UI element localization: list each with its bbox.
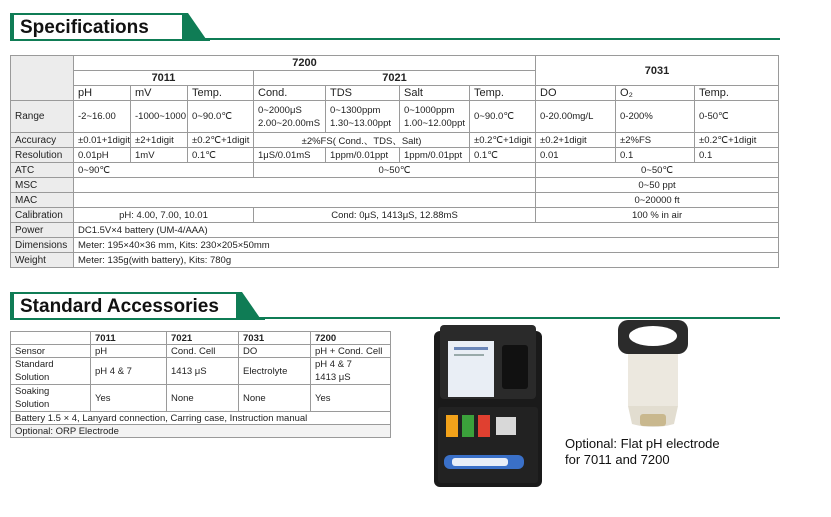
acc-label-standard-solution: Standard Solution: [11, 358, 91, 385]
acc-sensor-7021: Cond. Cell: [167, 345, 239, 358]
accuracy-mv: ±2+1digit: [131, 133, 188, 148]
model-7031-header: 7031: [536, 56, 779, 86]
acc-sensor-7031: DO: [239, 345, 311, 358]
flat-ph-electrode-image: [612, 318, 694, 430]
col-o2: O₂: [616, 86, 695, 101]
resolution-temp-7021: 0.1℃: [470, 148, 536, 163]
resolution-tds: 1ppm/0.01ppt: [326, 148, 400, 163]
col-salt: Salt: [400, 86, 470, 101]
row-label-accuracy: Accuracy: [11, 133, 74, 148]
resolution-cond: 1μS/0.01mS: [254, 148, 326, 163]
col-temp-7011: Temp.: [188, 86, 254, 101]
col-do: DO: [536, 86, 616, 101]
caption-line-2: for 7011 and 7200: [565, 452, 670, 467]
range-do: 0-20.00mg/L: [536, 101, 616, 133]
power-value: DC1.5V×4 battery (UM-4/AAA): [74, 223, 779, 238]
resolution-temp-7031: 0.1: [695, 148, 779, 163]
atc-7011: 0~90℃: [74, 163, 254, 178]
row-label-power: Power: [11, 223, 74, 238]
acc-std-7021: 1413 μS: [167, 358, 239, 385]
acc-label-soaking-solution: Soaking Solution: [11, 385, 91, 412]
acc-head-7200: 7200: [311, 332, 391, 345]
range-mv: -1000~1000: [131, 101, 188, 133]
acc-sensor-7200: pH + Cond. Cell: [311, 345, 391, 358]
col-temp-7021: Temp.: [470, 86, 536, 101]
specifications-table: [10, 55, 779, 268]
model-7021-header: 7021: [254, 71, 536, 86]
acc-head-7031: 7031: [239, 332, 311, 345]
acc-sensor-7011: pH: [91, 345, 167, 358]
accuracy-o2: ±2%FS: [616, 133, 695, 148]
range-o2: 0-200%: [616, 101, 695, 133]
group-7200-header: 7200: [74, 56, 536, 71]
electrode-caption: [565, 436, 720, 468]
atc-7021: 0~50℃: [254, 163, 536, 178]
mac-empty: [74, 193, 536, 208]
col-tds: TDS: [326, 86, 400, 101]
row-label-calibration: Calibration: [11, 208, 74, 223]
row-label-weight: Weight: [11, 253, 74, 268]
resolution-mv: 1mV: [131, 148, 188, 163]
dimensions-value: Meter: 195×40×36 mm, Kits: 230×205×50mm: [74, 238, 779, 253]
acc-soak-7200: Yes: [311, 385, 391, 412]
acc-std-7200: pH 4 & 7 1413 μS: [311, 358, 391, 385]
accuracy-do: ±0.2+1digit: [536, 133, 616, 148]
range-temp-7031: 0-50℃: [695, 101, 779, 133]
col-temp-7031: Temp.: [695, 86, 779, 101]
row-label-atc: ATC: [11, 163, 74, 178]
acc-head-7021: 7021: [167, 332, 239, 345]
accuracy-temp-7021: ±0.2℃+1digit: [470, 133, 536, 148]
caption-line-1: Optional: Flat pH electrode: [565, 436, 720, 451]
accuracy-ph: ±0.01+1digit: [74, 133, 131, 148]
accessories-table: [10, 331, 391, 438]
model-7011-header: 7011: [74, 71, 254, 86]
acc-soak-7031: None: [239, 385, 311, 412]
row-label-resolution: Resolution: [11, 148, 74, 163]
accuracy-cond-tds-salt: ±2%FS( Cond.、TDS、Salt): [254, 133, 470, 148]
calibration-7031: 100 % in air: [536, 208, 779, 223]
col-cond: Cond.: [254, 86, 326, 101]
accessories-title: Standard Accessories: [20, 296, 219, 317]
resolution-o2: 0.1: [616, 148, 695, 163]
carrying-case-image: [432, 323, 544, 489]
acc-label-sensor: Sensor: [11, 345, 91, 358]
accuracy-temp-7011: ±0.2℃+1digit: [188, 133, 254, 148]
row-label-msc: MSC: [11, 178, 74, 193]
acc-corner: [11, 332, 91, 345]
calibration-7021: Cond: 0μS, 1413μS, 12.88mS: [254, 208, 536, 223]
acc-head-7011: 7011: [91, 332, 167, 345]
range-tds: 0~1300ppm 1.30~13.00ppt: [326, 101, 400, 133]
msc-empty: [74, 178, 536, 193]
acc-std-7011: pH 4 & 7: [91, 358, 167, 385]
acc-footer-optional: Optional: ORP Electrode: [11, 425, 391, 438]
msc-7031: 0~50 ppt: [536, 178, 779, 193]
atc-7031: 0~50℃: [536, 163, 779, 178]
resolution-ph: 0.01pH: [74, 148, 131, 163]
row-label-range: Range: [11, 101, 74, 133]
calibration-7011: pH: 4.00, 7.00, 10.01: [74, 208, 254, 223]
resolution-do: 0.01: [536, 148, 616, 163]
acc-soak-7011: Yes: [91, 385, 167, 412]
accuracy-temp-7031: ±0.2℃+1digit: [695, 133, 779, 148]
acc-footer-contents: Battery 1.5 × 4, Lanyard connection, Carring case, Instruction manual: [11, 412, 391, 425]
range-temp-7021: 0~90.0℃: [470, 101, 536, 133]
acc-soak-7021: None: [167, 385, 239, 412]
row-label-mac: MAC: [11, 193, 74, 208]
row-label-dimensions: Dimensions: [11, 238, 74, 253]
specifications-header: [10, 13, 780, 43]
specifications-title: Specifications: [20, 17, 149, 38]
range-salt: 0~1000ppm 1.00~12.00ppt: [400, 101, 470, 133]
range-temp-7011: 0~90.0℃: [188, 101, 254, 133]
col-ph: pH: [74, 86, 131, 101]
weight-value: Meter: 135g(with battery), Kits: 780g: [74, 253, 779, 268]
range-ph: -2~16.00: [74, 101, 131, 133]
col-mv: mV: [131, 86, 188, 101]
range-cond: 0~2000μS 2.00~20.00mS: [254, 101, 326, 133]
acc-std-7031: Electrolyte: [239, 358, 311, 385]
corner-cell: [11, 56, 74, 101]
resolution-temp-7011: 0.1℃: [188, 148, 254, 163]
mac-7031: 0~20000 ft: [536, 193, 779, 208]
resolution-salt: 1ppm/0.01ppt: [400, 148, 470, 163]
